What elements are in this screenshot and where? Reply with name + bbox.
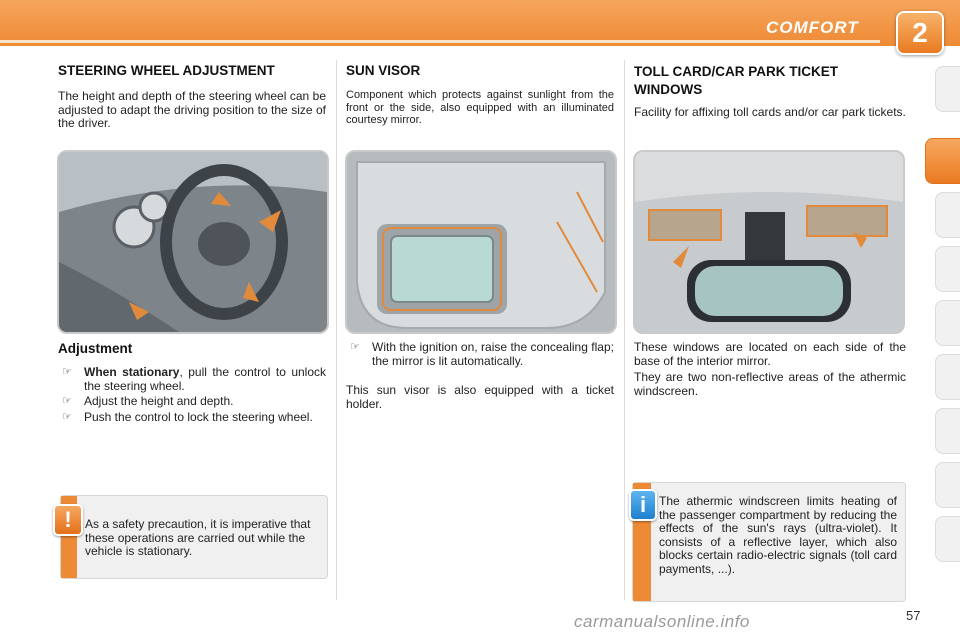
list-item	[58, 366, 326, 393]
list-item-bold: When stationary	[84, 365, 180, 379]
column-divider	[336, 60, 337, 600]
chapter-tab-4[interactable]	[935, 246, 960, 292]
warning-text: As a safety precaution, it is imperative that these operations are carried out while the vehicle is stationary.	[85, 517, 311, 558]
steering-wheel-illustration	[59, 152, 327, 332]
toll-intro: Facility for affixing toll cards and/or car park tickets.	[634, 105, 906, 119]
steering-heading: STEERING WHEEL ADJUSTMENT	[58, 63, 275, 78]
adjustment-heading: Adjustment	[58, 341, 133, 356]
chapter-tab-6[interactable]	[935, 354, 960, 400]
warning-box	[60, 495, 328, 579]
header-stripe	[0, 40, 880, 43]
bullet-icon: ☞	[62, 395, 72, 407]
list-item-text: Push the control to lock the steering wheel.	[84, 409, 313, 424]
sun-visor-photo	[345, 150, 617, 334]
chapter-number-badge: 2	[896, 11, 944, 55]
chapter-tab-7[interactable]	[935, 408, 960, 454]
watermark: carmanualsonline.info	[574, 612, 750, 631]
column-divider	[624, 60, 625, 600]
steering-wheel-photo	[57, 150, 329, 334]
list-item	[58, 411, 326, 425]
toll-areas-text: They are two non-reflective areas of the athermic windscreen.	[634, 370, 906, 398]
info-box	[632, 482, 906, 602]
sun-visor-note: This sun visor is also equipped with a ticket holder.	[346, 383, 614, 411]
info-text: The athermic windscreen limits heating of the passenger compartment by reducing the effects of the sun's rays (ultra-violet). It consists of a reflective layer, which also blocks certain radio-electric signals (toll card payments, ...).	[659, 494, 897, 576]
list-item-text: Adjust the height and depth.	[84, 394, 234, 408]
toll-heading: TOLL CARD/CAR PARK TICKET WINDOWS	[634, 64, 838, 97]
chapter-tab-9[interactable]	[935, 516, 960, 562]
list-item-text: With the ignition on, raise the concealing flap; the mirror is lit automatically.	[372, 340, 614, 368]
bullet-icon: ☞	[62, 410, 72, 423]
list-item-text: , pull the control to unlock the steering wheel.	[84, 365, 326, 393]
toll-windows-illustration	[635, 152, 903, 332]
page-number: 57	[906, 608, 921, 623]
chapter-tab-8[interactable]	[935, 462, 960, 508]
toll-location-text: These windows are located on each side of the base of the interior mirror.	[634, 340, 906, 368]
chapter-tab-1[interactable]	[935, 66, 960, 112]
chapter-tab-3[interactable]	[935, 192, 960, 238]
list-item	[346, 341, 614, 368]
adjustment-list	[58, 366, 326, 426]
chapter-tabs	[930, 66, 960, 586]
sun-visor-illustration	[347, 152, 615, 332]
bullet-icon: ☞	[350, 341, 360, 353]
list-item	[58, 395, 326, 409]
chapter-tab-2[interactable]	[925, 138, 960, 184]
chapter-title: COMFORT	[766, 18, 859, 37]
warning-icon: !	[53, 504, 83, 536]
sun-visor-heading: SUN VISOR	[346, 63, 421, 78]
sun-visor-list	[346, 341, 614, 370]
bullet-icon: ☞	[62, 366, 72, 378]
sun-visor-intro: Component which protects against sunlight from the front or the side, also equipped with an illuminated courtesy mirror.	[346, 89, 614, 126]
chapter-tab-5[interactable]	[935, 300, 960, 346]
toll-windows-photo	[633, 150, 905, 334]
info-icon: i	[629, 489, 657, 521]
steering-intro: The height and depth of the steering wheel can be adjusted to adapt the driving position to the size of the driver.	[58, 89, 326, 130]
